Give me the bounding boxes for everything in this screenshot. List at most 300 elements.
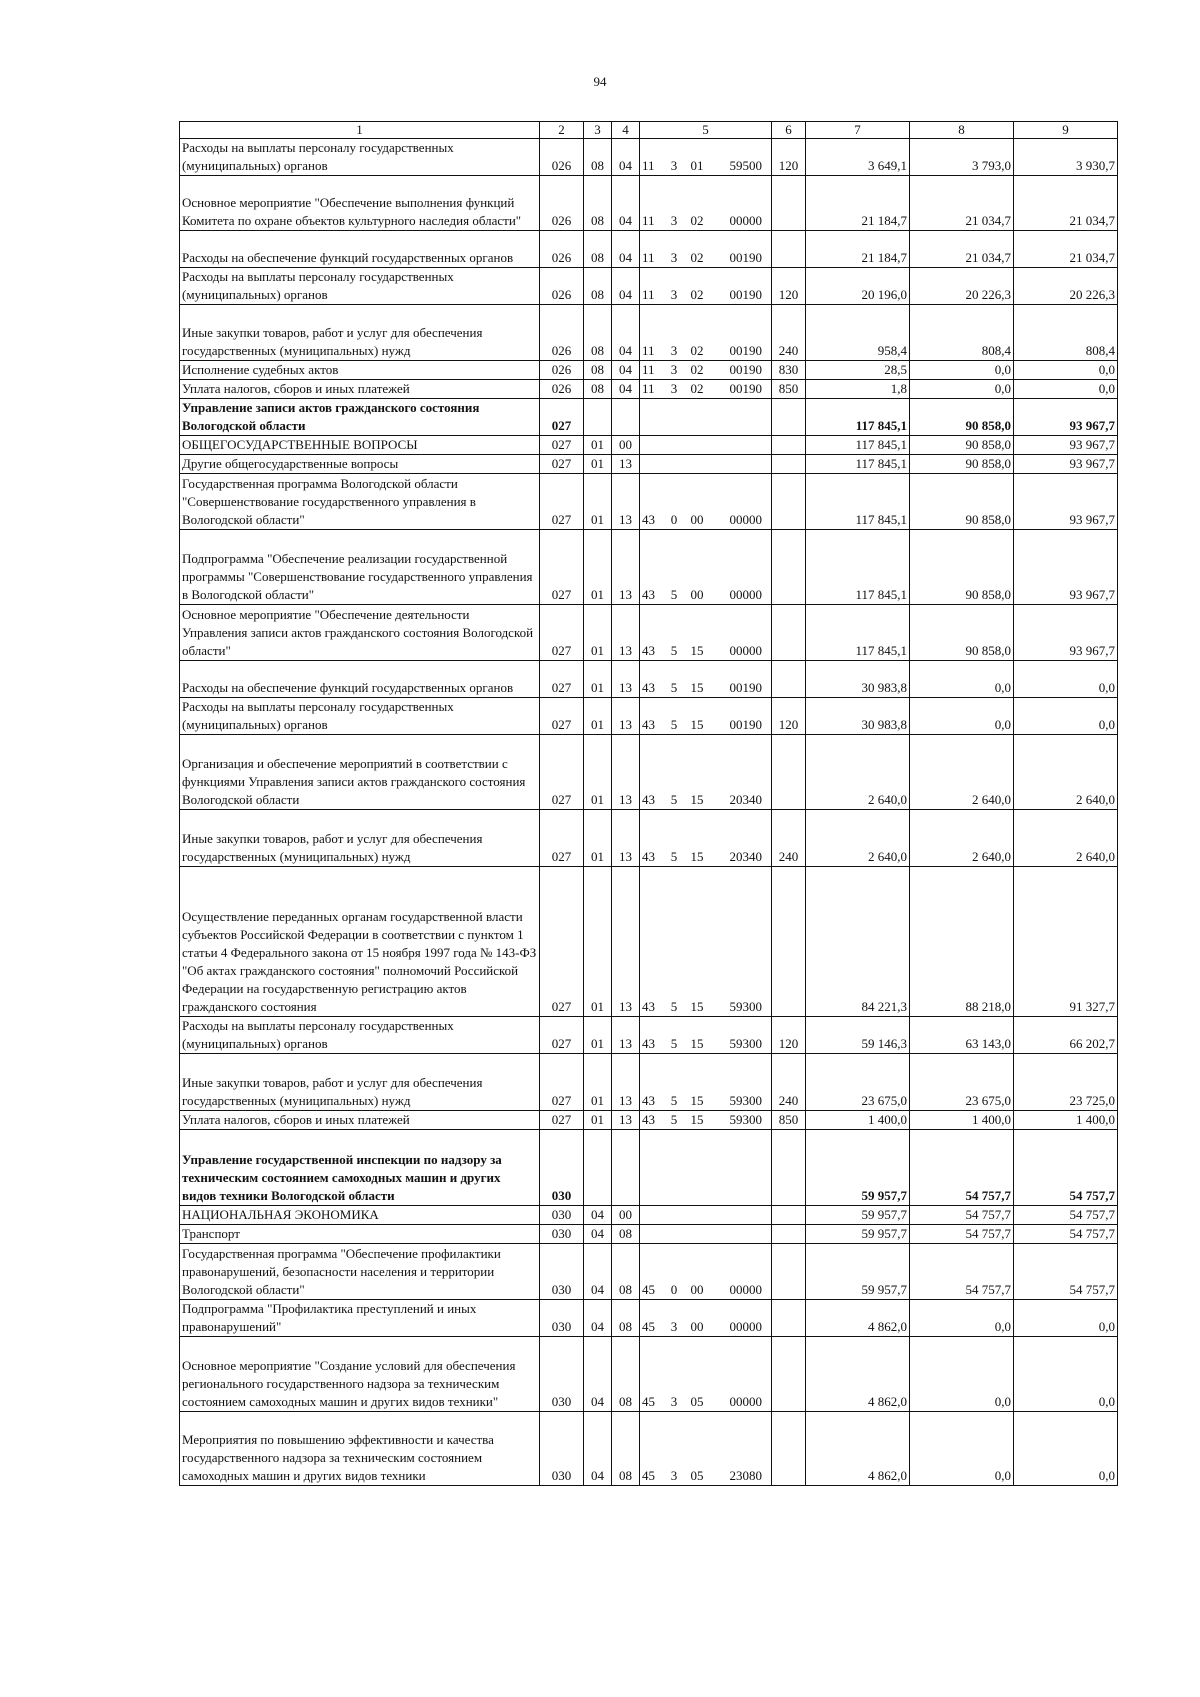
table-row (180, 1017, 1118, 1054)
expense-type-cell (772, 661, 806, 698)
target-article-part: 00000 (729, 587, 762, 602)
amount-year3-cell: 3 930,7 (1014, 139, 1118, 176)
amount-year2-cell: 90 858,0 (910, 530, 1014, 605)
row-name-cell: Расходы на обеспечение функций государственных органов (180, 661, 540, 698)
subsection-code-cell: 13 (612, 530, 640, 605)
row-name-cell: Управление записи актов гражданского состояния Вологодской области (180, 399, 540, 436)
expense-type-cell: 120 (772, 1017, 806, 1054)
table-row (180, 698, 1118, 735)
row-name-cell: Осуществление переданных органам государственной власти субъектов Российской Федерации в соответствии с пунктом 1 статьи 4 Федерального закона от 15 ноября 1997 года № 143-ФЗ "Об актах гражданского состояния" полномочий Российской Федерации на государственную регистрацию актов гражданского состояния (180, 867, 540, 1017)
subsection-code-cell: 04 (612, 231, 640, 268)
subsection-code-cell: 04 (612, 139, 640, 176)
amount-year3-cell: 0,0 (1014, 1337, 1118, 1412)
page-number: 94 (593, 74, 607, 89)
header-cell: 1 (180, 122, 540, 139)
ministry-code-cell: 030 (540, 1337, 584, 1412)
row-name-cell: Основное мероприятие "Создание условий для обеспечения регионального государственного надзора за техническим состоянием самоходных машин и других видов техники" (180, 1337, 540, 1412)
amount-year1-cell: 59 957,7 (806, 1244, 910, 1300)
ministry-code-cell: 026 (540, 268, 584, 305)
ministry-code-cell: 027 (540, 661, 584, 698)
ministry-code-cell: 026 (540, 361, 584, 380)
target-article-cell (640, 268, 772, 305)
amount-year3-cell: 93 967,7 (1014, 399, 1118, 436)
table-row (180, 1300, 1118, 1337)
subsection-code-cell: 08 (612, 1244, 640, 1300)
subsection-code-cell: 13 (612, 810, 640, 867)
target-article-part: 3 (670, 213, 678, 228)
table-row (180, 380, 1118, 399)
section-code-cell: 08 (584, 268, 612, 305)
ministry-code-cell: 030 (540, 1206, 584, 1225)
target-article-part: 5 (670, 717, 678, 732)
row-name-cell: Расходы на выплаты персоналу государственных (муниципальных) органов (180, 139, 540, 176)
section-code-cell (584, 1130, 612, 1206)
subsection-code-cell: 08 (612, 1412, 640, 1486)
target-article-part: 45 (642, 1394, 655, 1409)
header-cell: 3 (584, 122, 612, 139)
header-cell: 5 (640, 122, 772, 139)
amount-year1-cell: 117 845,1 (806, 530, 910, 605)
section-code-cell: 01 (584, 735, 612, 810)
ministry-code-cell: 027 (540, 735, 584, 810)
section-code-cell: 04 (584, 1300, 612, 1337)
target-article-cell (640, 1111, 772, 1130)
amount-year3-cell: 54 757,7 (1014, 1130, 1118, 1206)
amount-year1-cell: 59 957,7 (806, 1206, 910, 1225)
target-article-part: 01 (690, 158, 704, 173)
amount-year3-cell: 1 400,0 (1014, 1111, 1118, 1130)
target-article-part: 02 (690, 362, 704, 377)
target-article-part: 00000 (729, 512, 762, 527)
target-article-part: 15 (690, 792, 704, 807)
row-name-cell: Государственная программа Вологодской области "Совершенствование государственного управления в Вологодской области" (180, 474, 540, 530)
section-code-cell: 08 (584, 380, 612, 399)
amount-year1-cell: 59 957,7 (806, 1130, 910, 1206)
target-article-part: 11 (642, 362, 655, 377)
target-article-part: 5 (670, 643, 678, 658)
ministry-code-cell: 027 (540, 1054, 584, 1111)
target-article-cell (640, 661, 772, 698)
row-name-cell: Мероприятия по повышению эффективности и качества государственного надзора за техническим состоянием самоходных машин и других видов техники (180, 1412, 540, 1486)
ministry-code-cell: 027 (540, 455, 584, 474)
target-article-part: 43 (642, 1112, 655, 1127)
section-code-cell: 01 (584, 867, 612, 1017)
section-code-cell: 08 (584, 305, 612, 361)
subsection-code-cell: 13 (612, 867, 640, 1017)
subsection-code-cell (612, 1130, 640, 1206)
row-name-cell: Иные закупки товаров, работ и услуг для обеспечения государственных (муниципальных) нужд (180, 810, 540, 867)
expense-type-cell (772, 1130, 806, 1206)
target-article-part: 05 (690, 1394, 704, 1409)
target-article-part: 5 (670, 1112, 678, 1127)
amount-year1-cell: 117 845,1 (806, 455, 910, 474)
amount-year1-cell: 4 862,0 (806, 1337, 910, 1412)
header-cell: 8 (910, 122, 1014, 139)
amount-year3-cell: 0,0 (1014, 698, 1118, 735)
target-article-part: 59300 (729, 999, 762, 1014)
amount-year1-cell: 3 649,1 (806, 139, 910, 176)
amount-year1-cell: 1 400,0 (806, 1111, 910, 1130)
amount-year3-cell: 0,0 (1014, 1412, 1118, 1486)
target-article-part: 00190 (729, 343, 762, 358)
section-code-cell: 08 (584, 361, 612, 380)
target-article-part: 45 (642, 1468, 655, 1483)
target-article-part: 00000 (729, 1394, 762, 1409)
target-article-part: 00 (690, 1319, 704, 1334)
amount-year3-cell: 0,0 (1014, 1300, 1118, 1337)
header-cell: 6 (772, 122, 806, 139)
table-row (180, 139, 1118, 176)
amount-year3-cell: 93 967,7 (1014, 605, 1118, 661)
target-article-part: 43 (642, 1036, 655, 1051)
row-name-cell: Расходы на обеспечение функций государственных органов (180, 231, 540, 268)
target-article-part: 3 (670, 158, 678, 173)
amount-year2-cell: 1 400,0 (910, 1111, 1014, 1130)
table-row (180, 661, 1118, 698)
amount-year3-cell: 91 327,7 (1014, 867, 1118, 1017)
amount-year3-cell: 93 967,7 (1014, 436, 1118, 455)
target-article-part: 15 (690, 1036, 704, 1051)
table-row (180, 474, 1118, 530)
amount-year1-cell: 30 983,8 (806, 661, 910, 698)
target-article-cell (640, 380, 772, 399)
ministry-code-cell: 027 (540, 474, 584, 530)
subsection-code-cell: 13 (612, 474, 640, 530)
row-name-cell: Расходы на выплаты персоналу государственных (муниципальных) органов (180, 698, 540, 735)
section-code-cell: 01 (584, 1111, 612, 1130)
target-article-cell (640, 867, 772, 1017)
subsection-code-cell: 13 (612, 1111, 640, 1130)
target-article-part: 0 (670, 512, 678, 527)
table-row (180, 530, 1118, 605)
amount-year2-cell: 90 858,0 (910, 455, 1014, 474)
ministry-code-cell: 030 (540, 1244, 584, 1300)
row-name-cell: Подпрограмма "Профилактика преступлений и иных правонарушений" (180, 1300, 540, 1337)
ministry-code-cell: 030 (540, 1130, 584, 1206)
target-article-cell (640, 1017, 772, 1054)
table-row (180, 810, 1118, 867)
table-row (180, 176, 1118, 231)
target-article-part: 15 (690, 999, 704, 1014)
amount-year2-cell: 63 143,0 (910, 1017, 1014, 1054)
amount-year3-cell: 2 640,0 (1014, 735, 1118, 810)
target-article-part: 23080 (729, 1468, 762, 1483)
amount-year3-cell: 54 757,7 (1014, 1225, 1118, 1244)
target-article-part: 11 (642, 381, 655, 396)
expense-type-cell: 850 (772, 1111, 806, 1130)
target-article-part: 3 (670, 343, 678, 358)
target-article-part: 00190 (729, 717, 762, 732)
subsection-code-cell: 13 (612, 661, 640, 698)
amount-year1-cell: 1,8 (806, 380, 910, 399)
target-article-part: 3 (670, 1319, 678, 1334)
subsection-code-cell: 00 (612, 1206, 640, 1225)
section-code-cell: 01 (584, 661, 612, 698)
target-article-part: 5 (670, 1036, 678, 1051)
amount-year3-cell: 93 967,7 (1014, 455, 1118, 474)
subsection-code-cell: 04 (612, 268, 640, 305)
amount-year1-cell: 20 196,0 (806, 268, 910, 305)
target-article-part: 02 (690, 381, 704, 396)
target-article-part: 59500 (729, 158, 762, 173)
subsection-code-cell: 00 (612, 436, 640, 455)
amount-year1-cell: 59 146,3 (806, 1017, 910, 1054)
target-article-part: 11 (642, 250, 655, 265)
target-article-part: 43 (642, 587, 655, 602)
ministry-code-cell: 026 (540, 139, 584, 176)
table-row (180, 436, 1118, 455)
target-article-part: 43 (642, 717, 655, 732)
target-article-part: 00000 (729, 213, 762, 228)
amount-year1-cell: 84 221,3 (806, 867, 910, 1017)
target-article-part: 00190 (729, 362, 762, 377)
amount-year2-cell: 808,4 (910, 305, 1014, 361)
amount-year1-cell: 117 845,1 (806, 605, 910, 661)
target-article-cell (640, 1225, 772, 1244)
amount-year2-cell: 90 858,0 (910, 605, 1014, 661)
table-row (180, 305, 1118, 361)
row-name-cell: Исполнение судебных актов (180, 361, 540, 380)
target-article-part: 15 (690, 1112, 704, 1127)
expense-type-cell (772, 436, 806, 455)
target-article-part: 3 (670, 1468, 678, 1483)
target-article-part: 00 (690, 512, 704, 527)
ministry-code-cell: 027 (540, 1111, 584, 1130)
amount-year2-cell: 0,0 (910, 1300, 1014, 1337)
target-article-part: 20340 (729, 849, 762, 864)
target-article-part: 43 (642, 849, 655, 864)
target-article-part: 11 (642, 287, 655, 302)
subsection-code-cell: 13 (612, 605, 640, 661)
target-article-part: 11 (642, 343, 655, 358)
table-row (180, 1244, 1118, 1300)
target-article-cell (640, 735, 772, 810)
table-row (180, 399, 1118, 436)
amount-year1-cell: 117 845,1 (806, 399, 910, 436)
target-article-part: 00000 (729, 1319, 762, 1334)
amount-year3-cell: 0,0 (1014, 361, 1118, 380)
target-article-cell (640, 810, 772, 867)
target-article-part: 3 (670, 1394, 678, 1409)
target-article-part: 3 (670, 362, 678, 377)
row-name-cell: Организация и обеспечение мероприятий в соответствии с функциями Управления записи актов гражданского состояния Вологодской области (180, 735, 540, 810)
amount-year1-cell: 958,4 (806, 305, 910, 361)
amount-year3-cell: 21 034,7 (1014, 176, 1118, 231)
amount-year2-cell: 0,0 (910, 1412, 1014, 1486)
target-article-part: 15 (690, 680, 704, 695)
target-article-part: 15 (690, 717, 704, 732)
target-article-part: 20340 (729, 792, 762, 807)
amount-year1-cell: 4 862,0 (806, 1412, 910, 1486)
expense-type-cell (772, 530, 806, 605)
subsection-code-cell: 13 (612, 1017, 640, 1054)
target-article-cell (640, 305, 772, 361)
target-article-part: 43 (642, 512, 655, 527)
table-row (180, 1111, 1118, 1130)
subsection-code-cell: 04 (612, 176, 640, 231)
amount-year2-cell: 23 675,0 (910, 1054, 1014, 1111)
table-row (180, 231, 1118, 268)
amount-year3-cell: 54 757,7 (1014, 1244, 1118, 1300)
target-article-part: 00190 (729, 381, 762, 396)
target-article-cell (640, 1244, 772, 1300)
expense-type-cell (772, 1244, 806, 1300)
amount-year2-cell: 0,0 (910, 661, 1014, 698)
subsection-code-cell: 04 (612, 380, 640, 399)
subsection-code-cell: 08 (612, 1300, 640, 1337)
row-name-cell: Государственная программа "Обеспечение профилактики правонарушений, безопасности населения и территории Вологодской области" (180, 1244, 540, 1300)
section-code-cell (584, 399, 612, 436)
row-name-cell: Иные закупки товаров, работ и услуг для обеспечения государственных (муниципальных) нужд (180, 1054, 540, 1111)
expense-type-cell (772, 1337, 806, 1412)
target-article-part: 15 (690, 643, 704, 658)
target-article-part: 59300 (729, 1036, 762, 1051)
target-article-cell (640, 1206, 772, 1225)
expense-type-cell: 850 (772, 380, 806, 399)
subsection-code-cell: 08 (612, 1337, 640, 1412)
section-code-cell: 08 (584, 139, 612, 176)
target-article-part: 00000 (729, 643, 762, 658)
target-article-part: 11 (642, 158, 655, 173)
amount-year3-cell: 93 967,7 (1014, 474, 1118, 530)
target-article-part: 0 (670, 1282, 678, 1297)
amount-year3-cell: 808,4 (1014, 305, 1118, 361)
target-article-cell (640, 1300, 772, 1337)
expense-type-cell: 830 (772, 361, 806, 380)
ministry-code-cell: 027 (540, 698, 584, 735)
target-article-cell (640, 1412, 772, 1486)
target-article-cell (640, 176, 772, 231)
amount-year3-cell: 23 725,0 (1014, 1054, 1118, 1111)
table-row (180, 268, 1118, 305)
table-row (180, 1412, 1118, 1486)
section-code-cell: 01 (584, 1054, 612, 1111)
amount-year3-cell: 0,0 (1014, 380, 1118, 399)
amount-year2-cell: 54 757,7 (910, 1206, 1014, 1225)
target-article-part: 5 (670, 587, 678, 602)
target-article-cell (640, 139, 772, 176)
expense-type-cell (772, 1225, 806, 1244)
amount-year2-cell: 0,0 (910, 361, 1014, 380)
amount-year1-cell: 28,5 (806, 361, 910, 380)
section-code-cell: 01 (584, 698, 612, 735)
header-cell: 9 (1014, 122, 1118, 139)
amount-year1-cell: 117 845,1 (806, 474, 910, 530)
row-name-cell: Управление государственной инспекции по надзору за техническим состоянием самоходных машин и других видов техники Вологодской области (180, 1130, 540, 1206)
ministry-code-cell: 026 (540, 380, 584, 399)
ministry-code-cell: 026 (540, 231, 584, 268)
subsection-code-cell: 13 (612, 735, 640, 810)
section-code-cell: 01 (584, 530, 612, 605)
section-code-cell: 01 (584, 605, 612, 661)
amount-year3-cell: 0,0 (1014, 661, 1118, 698)
target-article-part: 00190 (729, 287, 762, 302)
section-code-cell: 01 (584, 810, 612, 867)
subsection-code-cell: 04 (612, 305, 640, 361)
table-row (180, 361, 1118, 380)
table-row (180, 605, 1118, 661)
target-article-cell (640, 361, 772, 380)
section-code-cell: 04 (584, 1206, 612, 1225)
target-article-part: 00 (690, 587, 704, 602)
expense-type-cell (772, 231, 806, 268)
target-article-cell (640, 474, 772, 530)
ministry-code-cell: 027 (540, 605, 584, 661)
target-article-part: 45 (642, 1282, 655, 1297)
target-article-part: 59300 (729, 1093, 762, 1108)
subsection-code-cell: 08 (612, 1225, 640, 1244)
target-article-part: 3 (670, 250, 678, 265)
expense-type-cell (772, 1300, 806, 1337)
ministry-code-cell: 027 (540, 399, 584, 436)
row-name-cell: Расходы на выплаты персоналу государственных (муниципальных) органов (180, 268, 540, 305)
amount-year1-cell: 117 845,1 (806, 436, 910, 455)
ministry-code-cell: 027 (540, 530, 584, 605)
row-name-cell: Уплата налогов, сборов и иных платежей (180, 380, 540, 399)
expense-type-cell: 120 (772, 698, 806, 735)
expense-type-cell (772, 474, 806, 530)
target-article-cell (640, 399, 772, 436)
target-article-part: 59300 (729, 1112, 762, 1127)
ministry-code-cell: 027 (540, 1017, 584, 1054)
amount-year3-cell: 2 640,0 (1014, 810, 1118, 867)
table-row (180, 735, 1118, 810)
expense-type-cell (772, 455, 806, 474)
section-code-cell: 04 (584, 1412, 612, 1486)
target-article-part: 5 (670, 999, 678, 1014)
target-article-cell (640, 1130, 772, 1206)
target-article-cell (640, 698, 772, 735)
amount-year2-cell: 20 226,3 (910, 268, 1014, 305)
amount-year2-cell: 21 034,7 (910, 176, 1014, 231)
target-article-part: 43 (642, 643, 655, 658)
row-name-cell: НАЦИОНАЛЬНАЯ ЭКОНОМИКА (180, 1206, 540, 1225)
target-article-part: 43 (642, 1093, 655, 1108)
amount-year2-cell: 0,0 (910, 698, 1014, 735)
amount-year2-cell: 90 858,0 (910, 399, 1014, 436)
target-article-cell (640, 1054, 772, 1111)
target-article-cell (640, 1337, 772, 1412)
table-row (180, 1130, 1118, 1206)
target-article-part: 5 (670, 849, 678, 864)
subsection-code-cell: 13 (612, 455, 640, 474)
amount-year2-cell: 3 793,0 (910, 139, 1014, 176)
amount-year2-cell: 90 858,0 (910, 474, 1014, 530)
header-cell: 4 (612, 122, 640, 139)
amount-year2-cell: 54 757,7 (910, 1244, 1014, 1300)
amount-year1-cell: 2 640,0 (806, 735, 910, 810)
expense-type-cell (772, 1412, 806, 1486)
table-row (180, 867, 1118, 1017)
amount-year3-cell: 21 034,7 (1014, 231, 1118, 268)
expense-type-cell (772, 399, 806, 436)
amount-year1-cell: 59 957,7 (806, 1225, 910, 1244)
amount-year2-cell: 2 640,0 (910, 810, 1014, 867)
ministry-code-cell: 030 (540, 1412, 584, 1486)
amount-year2-cell: 2 640,0 (910, 735, 1014, 810)
target-article-part: 15 (690, 1093, 704, 1108)
expense-type-cell: 240 (772, 1054, 806, 1111)
row-name-cell: Расходы на выплаты персоналу государственных (муниципальных) органов (180, 1017, 540, 1054)
target-article-part: 5 (670, 680, 678, 695)
amount-year1-cell: 21 184,7 (806, 231, 910, 268)
row-name-cell: ОБЩЕГОСУДАРСТВЕННЫЕ ВОПРОСЫ (180, 436, 540, 455)
subsection-code-cell: 04 (612, 361, 640, 380)
section-code-cell: 08 (584, 176, 612, 231)
target-article-part: 11 (642, 213, 655, 228)
table-row (180, 1206, 1118, 1225)
expense-type-cell (772, 735, 806, 810)
